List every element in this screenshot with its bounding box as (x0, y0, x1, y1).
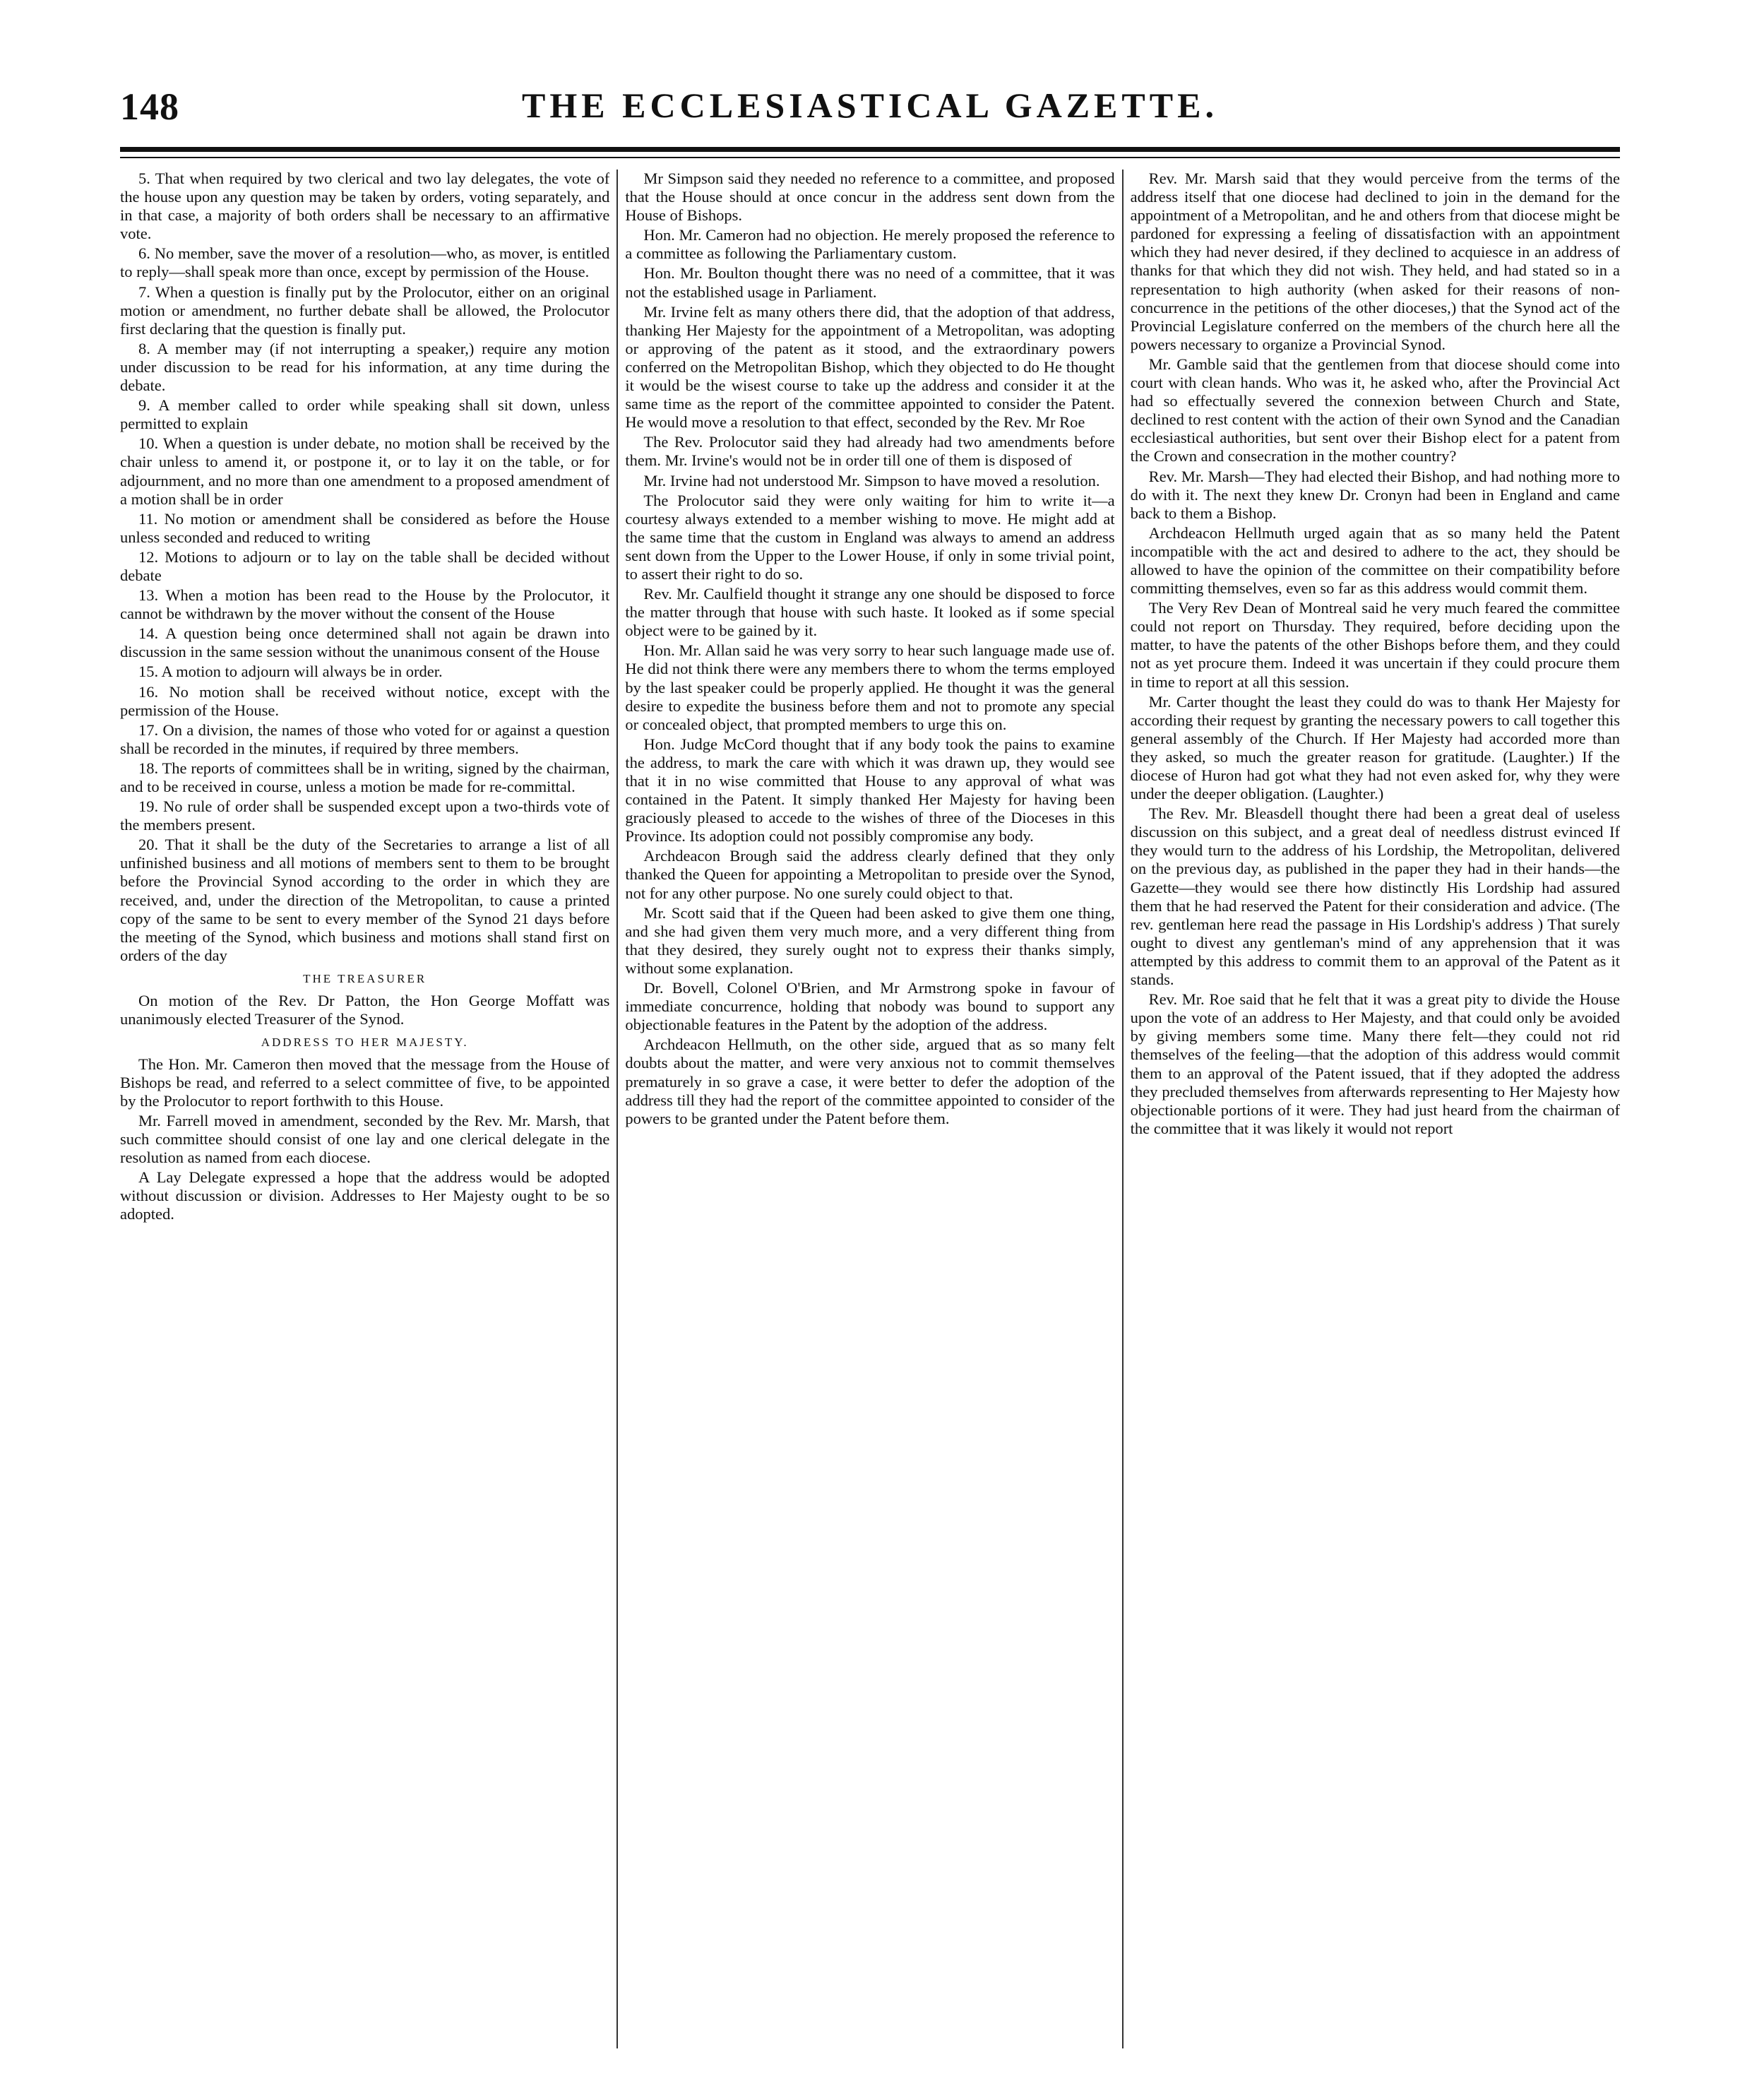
article-paragraph: Mr. Irvine had not understood Mr. Simpson to have moved a resolution. (643, 471, 1100, 490)
article-paragraph: Archdeacon Hellmuth urged again that as so many held the Patent incompatible with the act and desired to adhere to the act, they should be allowed to have the opinion of the committee on their compatibility before committing themselves, even so far as this address would commit them. (1130, 523, 1620, 598)
article-paragraph: Rev. Mr. Marsh—They had elected their Bishop, and had nothing more to do with it. The next they knew Dr. Cronyn had been in England and came back to them a Bishop. (1130, 467, 1620, 522)
section-heading: ADDRESS TO HER MAJESTY. (261, 1035, 469, 1049)
article-paragraph: The Rev. Mr. Bleasdell thought there had been a great deal of useless discussion on this subject, and a great deal of needless distrust evinced If they would turn to the address of his Lordship, the Metropolitan, delivered on the previous day, as published in the paper they had in their hands—the Gazette—they would see there how distinctly His Lordship had assured them that he had reserved the Patent for their consideration and advice. (The rev. gentleman here read the passage in His Lordship's address ) That surely ought to divest any gentleman's mind of any apprehension that it was attempted by this address to commit them to an approval of the Patent as it stands. (1130, 805, 1620, 989)
article-paragraph: Mr. Scott said that if the Queen had been asked to give them one thing, and she had given them very much more, and a very different thing from that they desired, they surely ought not to express their thanks simply, without some explanation. (625, 903, 1115, 977)
article-paragraph: 14. A question being once determined shall not again be drawn into discussion in the same session without the unanimous consent of the House (120, 624, 610, 661)
article-paragraph: 20. That it shall be the duty of the Secretaries to arrange a list of all unfinished business and all motions of members sent to them to be brought before the Provincial Synod according to the order in which they are received, and, under the direction of the Metropolitan, to cause a printed copy of the same to be sent to every member of the Synod 21 days before the meeting of the Synod, which business and motions shall stand first on orders of the day (120, 836, 610, 964)
column-divider (616, 170, 618, 2048)
article-paragraph: Mr. Farrell moved in amendment, seconded by the Rev. Mr. Marsh, that such committee should consist of one lay and one clerical delegate in the resolution as named from each diocese. (120, 1111, 610, 1167)
article-paragraph: Archdeacon Hellmuth, on the other side, argued that as so many felt doubts about the matter, and were very anxious not to commit themselves prematurely in so grave a case, it were better to defer the adoption of the address till they had the report of the committee appointed to consider of the powers to be granted under the Patent before them. (625, 1036, 1115, 1127)
article-paragraph: Rev. Mr. Roe said that he felt that it was a great pity to divide the House upon the vote of an address to Her Majesty, and that could only be avoided by giving members some time. Many there felt—they could not rid themselves of the feeling—that the adoption of this address would commit them to an approval of the Patent issued, that if they adopted the address they precluded themselves from afterwards representing to Her Majesty how objectionable portions of it were. They had just heard from the chairman of the committee that it was likely it would not report (1130, 990, 1620, 1137)
column-middle (625, 170, 1114, 2048)
article-paragraph: Dr. Bovell, Colonel O'Brien, and Mr Armstrong spoke in favour of immediate concurrence, holding that nobody was bound to support any objectionable features in the Patent by the adoption of the address. (625, 979, 1115, 1034)
article-paragraph: Mr. Gamble said that the gentlemen from that diocese should come into court with clean hands. Who was it, he asked who, after the Provincial Act had so effectually severed the connexion between Church and State, declined to rest content with the action of their own Synod and the Canadian ecclesiastical authorities, but sent over their Bishop elect for a patent from the Crown and consecration in the mother country? (1130, 355, 1620, 465)
article-paragraph: 9. A member called to order while speaking shall sit down, unless permitted to explain (120, 396, 610, 433)
article-paragraph: Archdeacon Brough said the address clearly defined that they only thanked the Queen for appointing a Metropolitan to preside over the Synod, not for any other purpose. No one surely could object to that. (625, 847, 1115, 902)
article-paragraph: 17. On a division, the names of those who voted for or against a question shall be recorded in the minutes, if required by three members. (120, 720, 610, 757)
article-paragraph: Rev. Mr. Marsh said that they would perceive from the terms of the address itself that one diocese had declined to join in the demand for the appointment of a Metropolitan, and he and others from that diocese might be pardoned for expressing a feeling of dissatisfaction with an appointment which they had never desired, if they declined to acquiesce in an address of thanks for that which they did not wish. They held, and had stated so in a representation to high authority (when asked for their reasons of non-concurrence in the petitions of the other dioceses,) that the Synod act of the Provincial Legislature conferred on the members of the church here all the powers necessary to organize a Provincial Synod. (1130, 170, 1620, 353)
article-paragraph: A Lay Delegate expressed a hope that the address would be adopted without discussion or division. Addresses to Her Majesty ought to be so adopted. (120, 1168, 610, 1223)
article-paragraph: On motion of the Rev. Dr Patton, the Hon George Moffatt was unanimously elected Treasurer of the Synod. (120, 991, 610, 1028)
page-number: 148 (120, 85, 179, 128)
article-paragraph: Hon. Mr. Boulton thought there was no need of a committee, that it was not the established usage in Parliament. (625, 264, 1115, 301)
header-rule-thin (120, 157, 1620, 158)
article-paragraph: 10. When a question is under debate, no motion shall be received by the chair unless to amend it, or postpone it, or to lay it on the table, or for adjournment, and no more than one amendment to a proposed amendment of a motion shall be in order (120, 434, 610, 508)
section-heading: THE TREASURER (303, 971, 427, 985)
article-paragraph: Hon. Mr. Allan said he was very sorry to hear such language made use of. He did not think there were any members there to whom the terms employed by the last speaker could be properly applied. He thought it was the general desire to expedite the business before them and not to promote any special or concealed object, that prompted members to urge this on. (625, 641, 1115, 733)
article-paragraph: The Rev. Prolocutor said they had already had two amendments before them. Mr. Irvine's would not be in order till one of them is disposed of (625, 433, 1115, 470)
article-paragraph: 11. No motion or amendment shall be considered as before the House unless seconded and reduced to writing (120, 509, 610, 546)
article-paragraph: 12. Motions to adjourn or to lay on the table shall be decided without debate (120, 547, 610, 584)
column-right (1131, 170, 1620, 2048)
column-left (120, 170, 609, 2048)
article-paragraph: Hon. Judge McCord thought that if any body took the pains to examine the address, to mark the care with which it was drawn up, they would see that it in no wise committed that House to any approval of what was contained in the Patent. It simply thanked Her Majesty for having been graciously pleased to accede to the wishes of three of the Dioceses in this Province. Its adoption could not possibly compromise any body. (625, 735, 1115, 846)
article-paragraph: 13. When a motion has been read to the House by the Prolocutor, it cannot be withdrawn by the mover without the consent of the House (120, 586, 610, 623)
article-paragraph: 19. No rule of order shall be suspended except upon a two-thirds vote of the members present. (120, 797, 610, 834)
article-paragraph: 18. The reports of committees shall be in writing, signed by the chairman, and to be received in course, unless a motion be made for re-committal. (120, 759, 610, 795)
article-paragraph: 5. That when required by two clerical and two lay delegates, the vote of the house upon any question may be taken by orders, voting separately, and in that case, a majority of both orders shall be necessary to an affirmative vote. (120, 170, 610, 243)
header-rule-thick (120, 147, 1620, 152)
article-paragraph: 16. No motion shall be received without notice, except with the permission of the House. (120, 682, 610, 719)
article-paragraph: Mr. Carter thought the least they could do was to thank Her Majesty for according their request by granting the necessary powers to call together this general assembly of the Church. If Her Majesty had accorded more than they asked, so much the greater reason for gratitude. (Laughter.) If the diocese of Huron had got what they had not even asked for, why they were under the deeper obligation. (Laughter.) (1130, 692, 1620, 803)
article-paragraph: The Prolocutor said they were only waiting for him to write it—a courtesy always extended to a member wishing to move. He might add at the same time that the custom in England was always to amend an address sent down from the Upper to the Lower House, if only in some trivial point, to assert their right to do so. (625, 491, 1115, 583)
column-divider (1122, 170, 1124, 2048)
article-paragraph: Mr. Irvine felt as many others there did, that the adoption of that address, thanking Her Majesty for the appointment of a Metropolitan, was adopting or approving of the patent as it stood, and the extraordinary powers conferred on the Metropolitan Bishop, which they objected to do He thought it would be the wisest course to take up the address and consider it at the same time as the report of the committee appointed to consider the Patent. He would move a resolution to that effect, seconded by the Rev. Mr Roe (625, 302, 1115, 432)
article-paragraph: 6. No member, save the mover of a resolution—who, as mover, is entitled to reply—shall speak more than once, except by permission of the House. (120, 244, 610, 281)
article-paragraph: 7. When a question is finally put by the Prolocutor, either on an original motion or amendment, no further debate shall be allowed, the Prolocutor first declaring that the question is finally put. (120, 283, 610, 338)
page-header (120, 85, 1620, 148)
text-columns (120, 170, 1620, 2048)
article-paragraph: Hon. Mr. Cameron had no objection. He merely proposed the reference to a committee as following the Parliamentary custom. (625, 226, 1115, 263)
article-paragraph: 8. A member may (if not interrupting a speaker,) require any motion under discussion to be read for his information, at any time during the debate. (120, 339, 610, 395)
article-paragraph: Rev. Mr. Caulfield thought it strange any one should be disposed to force the matter through that house with such haste. It looked as if some special object were to be gained by it. (625, 585, 1115, 640)
article-paragraph: 15. A motion to adjourn will always be in order. (138, 663, 443, 681)
article-paragraph: The Very Rev Dean of Montreal said he very much feared the committee could not report on Thursday. They required, before deciding upon the matter, to have the patents of the other Bishops before them, and they could not as yet procure them. Indeed it was uncertain if they could procure them in time to report at all this session. (1130, 599, 1620, 691)
masthead-title: THE ECCLESIASTICAL GAZETTE. (522, 85, 1218, 125)
article-paragraph: Mr Simpson said they needed no reference to a committee, and proposed that the House should at once concur in the address sent down from the House of Bishops. (625, 170, 1115, 225)
article-paragraph: The Hon. Mr. Cameron then moved that the message from the House of Bishops be read, and referred to a select committee of five, to be appointed by the Prolocutor to report forthwith to this House. (120, 1055, 610, 1110)
